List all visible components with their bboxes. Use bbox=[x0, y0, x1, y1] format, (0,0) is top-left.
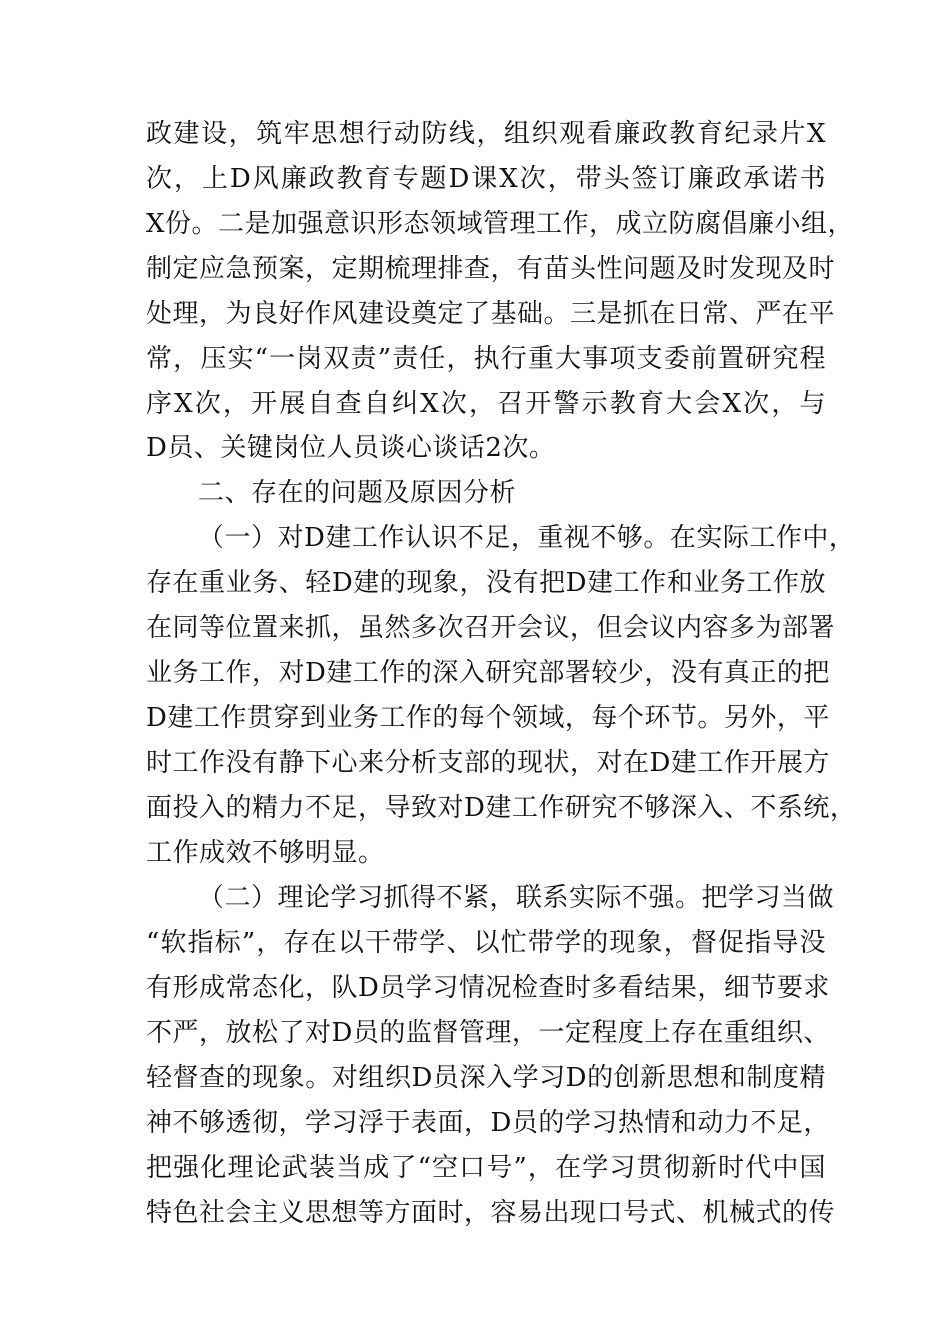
text-line-last: 工作成效不够明显。 bbox=[146, 838, 385, 868]
text-line: 有形成常态化，队D员学习情况检查时多看结果，细节要求 bbox=[146, 973, 830, 1003]
text-line: 不严，放松了对D员的监督管理，一定程度上存在重组织、 bbox=[146, 1018, 830, 1048]
text-line: 把强化理论武装当成了“空口号”，在学习贯彻新时代中国 bbox=[146, 1153, 826, 1183]
text-line: 在同等位置来抓，虽然多次召开会议，但会议内容多为部署 bbox=[146, 613, 836, 643]
text-line: 时工作没有静下心来分析支部的现状，对在D建工作开展方 bbox=[146, 748, 830, 778]
text-line: 存在重业务、轻D建的现象，没有把D建工作和业务工作放 bbox=[146, 568, 826, 598]
text-line: 轻督查的现象。对组织D员深入学习D的创新思想和制度精 bbox=[146, 1063, 826, 1093]
text-line: 常，压实“一岗双责”责任，执行重大事项支委前置研究程 bbox=[146, 344, 826, 374]
text-line: 处理，为良好作风建设奠定了基础。三是抓在日常、严在平 bbox=[146, 299, 836, 329]
text-line: D建工作贯穿到业务工作的每个领域，每个环节。另外，平 bbox=[146, 703, 830, 733]
paragraph-first-line: （一）对D建工作认识不足，重视不够。在实际工作中， bbox=[198, 523, 856, 553]
text-line: 业务工作，对D建工作的深入研究部署较少，没有真正的把 bbox=[146, 658, 830, 688]
text-line: 序X次，开展自查自纠X次，召开警示教育大会X次，与 bbox=[146, 389, 826, 419]
text-line: X份。二是加强意识形态领域管理工作，成立防腐倡廉小组， bbox=[146, 209, 855, 239]
text-line: 特色社会主义思想等方面时，容易出现口号式、机械式的传 bbox=[146, 1198, 836, 1228]
text-line: 政建设，筑牢思想行动防线，组织观看廉政教育纪录片X bbox=[146, 119, 826, 149]
section-heading: 二、存在的问题及原因分析 bbox=[198, 478, 517, 508]
text-line: 次，上D风廉政教育专题D课X次，带头签订廉政承诺书 bbox=[146, 164, 826, 194]
text-line: 神不够透彻，学习浮于表面，D员的学习热情和动力不足， bbox=[146, 1108, 830, 1138]
text-line: 面投入的精力不足，导致对D建工作研究不够深入、不系统， bbox=[146, 793, 857, 823]
text-line-last: D员、关键岗位人员谈心谈话2次。 bbox=[146, 433, 556, 463]
paragraph-first-line: （二）理论学习抓得不紧，联系实际不强。把学习当做 bbox=[198, 883, 835, 913]
text-line: 制定应急预案，定期梳理排查，有苗头性问题及时发现及时 bbox=[146, 254, 836, 284]
text-line: “软指标”，存在以干带学、以忙带学的现象，督促指导没 bbox=[146, 928, 826, 958]
